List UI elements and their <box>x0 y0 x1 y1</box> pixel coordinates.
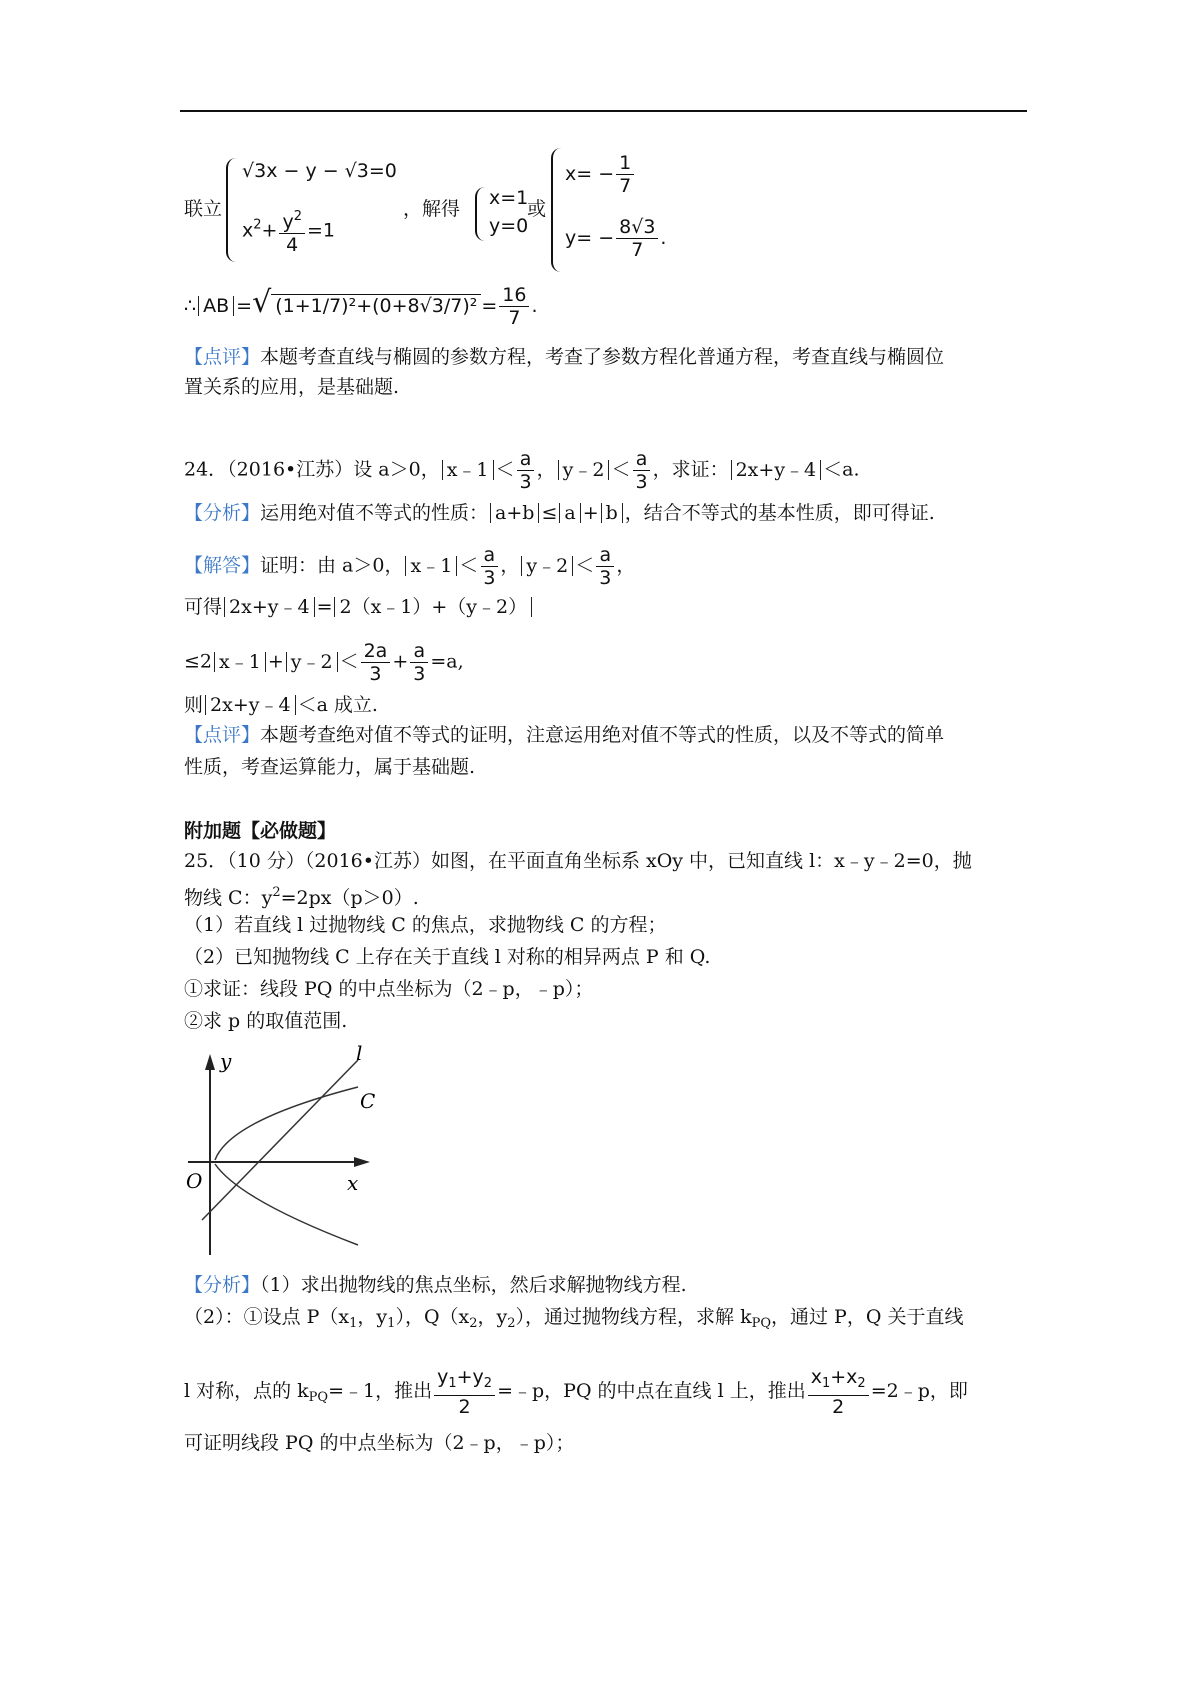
lianli-label: 联立 <box>184 198 223 220</box>
parabola-lower <box>215 1164 358 1245</box>
question-25-sub2: ②求 p 的取值范围. <box>184 1010 348 1032</box>
y-axis-arrow <box>205 1054 215 1070</box>
solution2-x: x= − $\frac{1}{7}$ <box>565 152 636 197</box>
question-25-part1: （1）若直线 l 过抛物线 C 的焦点，求抛物线 C 的方程； <box>184 914 667 936</box>
review1-line1: 【点评】本题考查直线与椭圆的参数方程，考查了参数方程化普通方程，考查直线与椭圆位 <box>184 346 945 368</box>
x-label: x <box>347 1171 359 1195</box>
origin-label: O <box>186 1169 203 1193</box>
question-25-sub1: ①求证：线段 PQ 的中点坐标为（2﹣p，﹣p）； <box>184 978 594 1000</box>
coordinate-figure <box>180 1040 380 1260</box>
answer-24-line4: 则 2x+y﹣4 ＜a 成立. <box>184 694 378 716</box>
analysis-25-line4: 可证明线段 PQ 的中点坐标为（2﹣p，﹣p）； <box>184 1432 575 1454</box>
question-25-line1: 25．（10 分）（2016•江苏）如图，在平面直角坐标系 xOy 中，已知直线 l：x﹣y﹣2=0，抛 <box>184 850 972 872</box>
ab-distance: ∴ AB =√ (1+1/7)²+(0+8√3/7)² = $\frac{16}{7}$ . <box>184 284 538 329</box>
section-title: 附加题【必做题】 <box>184 820 337 842</box>
solution1-brace <box>475 187 485 241</box>
system-eq1: √3x − y − √3=0 <box>242 160 397 182</box>
header-rule <box>180 110 1027 112</box>
analysis-25-line3: l 对称，点的 $k_{PQ}=﹣1$，推出 $\frac{y_1+y_2}{2}$ =﹣p，PQ 的中点在直线 l 上，推出 $\frac{x_1+x_2}{2}$ =2﹣p，即 <box>184 1366 968 1418</box>
analysis-25-line1: 【分析】（1）求出抛物线的焦点坐标，然后求解抛物线方程. <box>184 1274 687 1296</box>
answer-24-line3: ≤2 x﹣1 + y﹣2 ＜ $\frac{2a}{3}$ + $\frac{a}{3}$ =a, <box>184 640 464 685</box>
answer-24-line2: 可得 2x+y﹣4 = 2（x﹣1）+（y﹣2） <box>184 594 534 620</box>
jiede-label: ，解得 <box>403 198 461 220</box>
question-25-line2: 物线 C：$y^2=2px(p>0)$. <box>184 885 419 909</box>
system-eq2: $x^2+$ $\frac{y^2}{4}$ =1 <box>242 206 335 256</box>
review1-line2: 置关系的应用，是基础题. <box>184 376 400 398</box>
curve-c-label: C <box>360 1089 376 1113</box>
review24-line2: 性质，考查运算能力，属于基础题. <box>184 756 476 778</box>
system-brace <box>226 158 236 262</box>
analysis-25-line2: （2）：①设点 $P(x_1$，$y_1$），$Q(x_2$，$y_2$），通过抛物线方程，求解 $k_{PQ}$，通过 P，Q 关于直线 <box>184 1306 964 1331</box>
y-label: y <box>220 1049 232 1073</box>
solution1-x: x=1 <box>489 187 529 209</box>
solution1-y: y=0 <box>489 215 529 237</box>
analysis-24: 【分析】运用绝对值不等式的性质： a+b ≤ a + b ，结合不等式的基本性质，即可得证. <box>184 502 935 524</box>
parabola-upper <box>215 1087 358 1160</box>
x-axis-arrow <box>354 1157 370 1167</box>
solution2-y: y= − $\frac{8√3}{7}$ . <box>565 216 667 261</box>
answer-24-line1: 【解答】证明：由 a＞0， x﹣1 ＜ $\frac{a}{3}$ ， y﹣2 ＜ $\frac{a}{3}$ ， <box>184 544 636 589</box>
line-l <box>202 1060 358 1220</box>
review24-line1: 【点评】本题考查绝对值不等式的证明，注意运用绝对值不等式的性质，以及不等式的简单 <box>184 724 945 746</box>
huo-label: 或 <box>527 198 547 220</box>
solution2-brace <box>551 148 561 272</box>
question-25-part2: （2）已知抛物线 C 上存在关于直线 l 对称的相异两点 P 和 Q. <box>184 946 711 968</box>
question-24: 24．（2016•江苏）设 a＞0， x﹣1 ＜ $\frac{a}{3}$ ， y﹣2 ＜ $\frac{a}{3}$ ，求证： 2x+y﹣4 ＜a. <box>184 448 860 493</box>
line-l-label: l <box>356 1041 363 1065</box>
